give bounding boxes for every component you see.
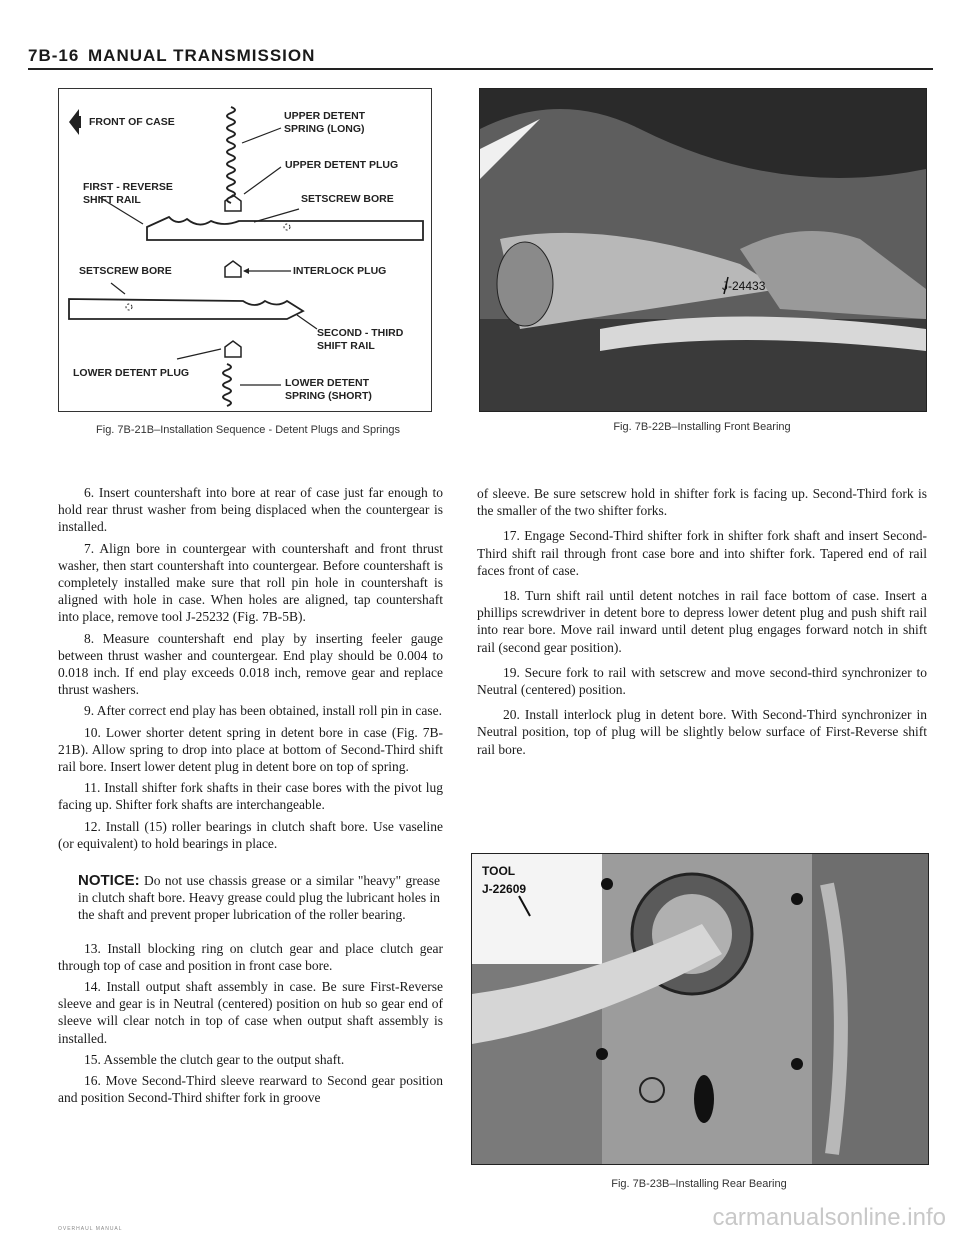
step-19: 19. Secure fork to rail with setscrew and move second-third synchronizer to Neutral (centered) position. [477, 664, 927, 698]
label-setscrew-bore-upper: SETSCREW BORE [301, 193, 394, 205]
photo-rear-bearing-image [472, 854, 928, 1164]
page-footer: OVERHAUL MANUAL [58, 1226, 123, 1232]
page-number: 7B-16 [28, 46, 80, 65]
label-upper-detent-plug: UPPER DETENT PLUG [285, 159, 399, 171]
step-7: 7. Align bore in countergear with countershaft and front thrust washer, then start countershaft into countergear. Before countershaft is completely installed make sure that roll pin hole in countershaft is aligned with hole in case. When holes are aligned, tap countershaft into place, remove tool J-25232 (Fig. 7B-5B). [58, 540, 443, 625]
photo-front-bearing-image [480, 89, 926, 411]
figure-caption-21b: Fig. 7B-21B–Installation Sequence - Detent Plugs and Springs [96, 424, 400, 436]
label-second-third-rail: SECOND - THIRD SHIFT RAIL [317, 327, 404, 352]
label-front-of-case: FRONT OF CASE [89, 116, 175, 128]
notice-text: Do not use chassis grease or a similar "heavy" grease in clutch shaft bore. Heavy grease could plug the lubricant holes in the shaft and prevent proper lubrication of the roller bearing. [78, 873, 440, 923]
figure-caption-23b: Fig. 7B-23B–Installing Rear Bearing [611, 1178, 787, 1190]
step-16: 16. Move Second-Third sleeve rearward to Second gear position and position Second-Third shifter fork in groove [58, 1073, 443, 1106]
right-column [477, 485, 927, 766]
detent-diagram-drawing [59, 89, 431, 411]
step-20: 20. Install interlock plug in detent bore. With Second-Third synchronizer in Neutral position, top of plug will be slightly below surface of First-Reverse shift rail bore. [477, 707, 927, 757]
left-column [58, 484, 443, 1111]
step-15: 15. Assemble the clutch gear to the output shaft. [84, 1051, 345, 1067]
step-13: 13. Install blocking ring on clutch gear and place clutch gear through top of case and position in front case bore. [58, 940, 443, 973]
tool-label-j22609: TOOL J-22609 [482, 864, 527, 896]
label-lower-detent-plug: LOWER DETENT PLUG [73, 367, 190, 379]
figure-caption-22b: Fig. 7B-22B–Installing Front Bearing [613, 421, 791, 433]
label-setscrew-bore-left: SETSCREW BORE [79, 265, 172, 277]
watermark: carmanualsonline.info [712, 1204, 946, 1231]
label-lower-detent-spring: LOWER DETENT SPRING (SHORT) [285, 377, 372, 402]
photo-front-bearing [479, 88, 927, 412]
step-16-continued: of sleeve. Be sure setscrew hold in shifter fork is facing up. Second-Third fork is the smaller of the two shifter forks. [477, 486, 927, 519]
page-header [28, 42, 933, 70]
tool-label-j24433: J-24433 [722, 279, 766, 293]
step-18: 18. Turn shift rail until detent notches in rail face bottom of case. Insert a phillips screwdriver in detent bore to depress lower detent plug and push shift rail into rear bore. Move rail inward until detent plug engages forward notch in shift rail (second gear position). [477, 588, 927, 655]
photo-rear-bearing [471, 853, 929, 1165]
section-title: MANUAL TRANSMISSION [88, 46, 316, 65]
label-interlock-plug: INTERLOCK PLUG [293, 265, 387, 277]
step-9: 9. After correct end play has been obtained, install roll pin in case. [84, 703, 443, 719]
label-first-reverse-rail: FIRST - REVERSE SHIFT RAIL [83, 181, 173, 206]
step-17: 17. Engage Second-Third shifter fork in shifter fork shaft and insert Second-Third shift rail through front case bore and into shifter fork. Tapered end of rail faces front of case. [477, 528, 927, 578]
notice-title: NOTICE: [78, 872, 140, 890]
step-6: 6. Insert countershaft into bore at rear of case just far enough to hold rear thrust washer from being displaced when the countergear is installed. [58, 485, 443, 535]
detent-diagram [58, 88, 432, 412]
step-11: 11. Install shifter fork shafts in their case bores with the pivot lug facing up. Shifter fork shafts are interchangeable. [58, 780, 443, 813]
notice-box [78, 872, 440, 924]
step-14: 14. Install output shaft assembly in case. Be sure First-Reverse sleeve and gear is in Neutral (centered) position on hub so gear end of sleeve will clear notch in top of case when output shaft assembly is installed. [58, 979, 443, 1046]
step-8: 8. Measure countershaft end play by inserting feeler gauge between thrust washer and countergear. End play should be 0.004 to 0.018 inch. If end play exceeds 0.018 inch, remove gear and replace thrust washers. [58, 630, 443, 698]
step-10: 10. Lower shorter detent spring in detent bore in case (Fig. 7B-21B). Allow spring to drop into place at bottom of Second-Third shift rail bore. Insert lower detent plug in detent bore on top of spring. [58, 724, 443, 775]
label-upper-detent-spring: UPPER DETENT SPRING (LONG) [284, 110, 366, 135]
step-12: 12. Install (15) roller bearings in clutch shaft bore. Use vaseline (or equivalent) to hold bearings in place. [58, 818, 443, 851]
